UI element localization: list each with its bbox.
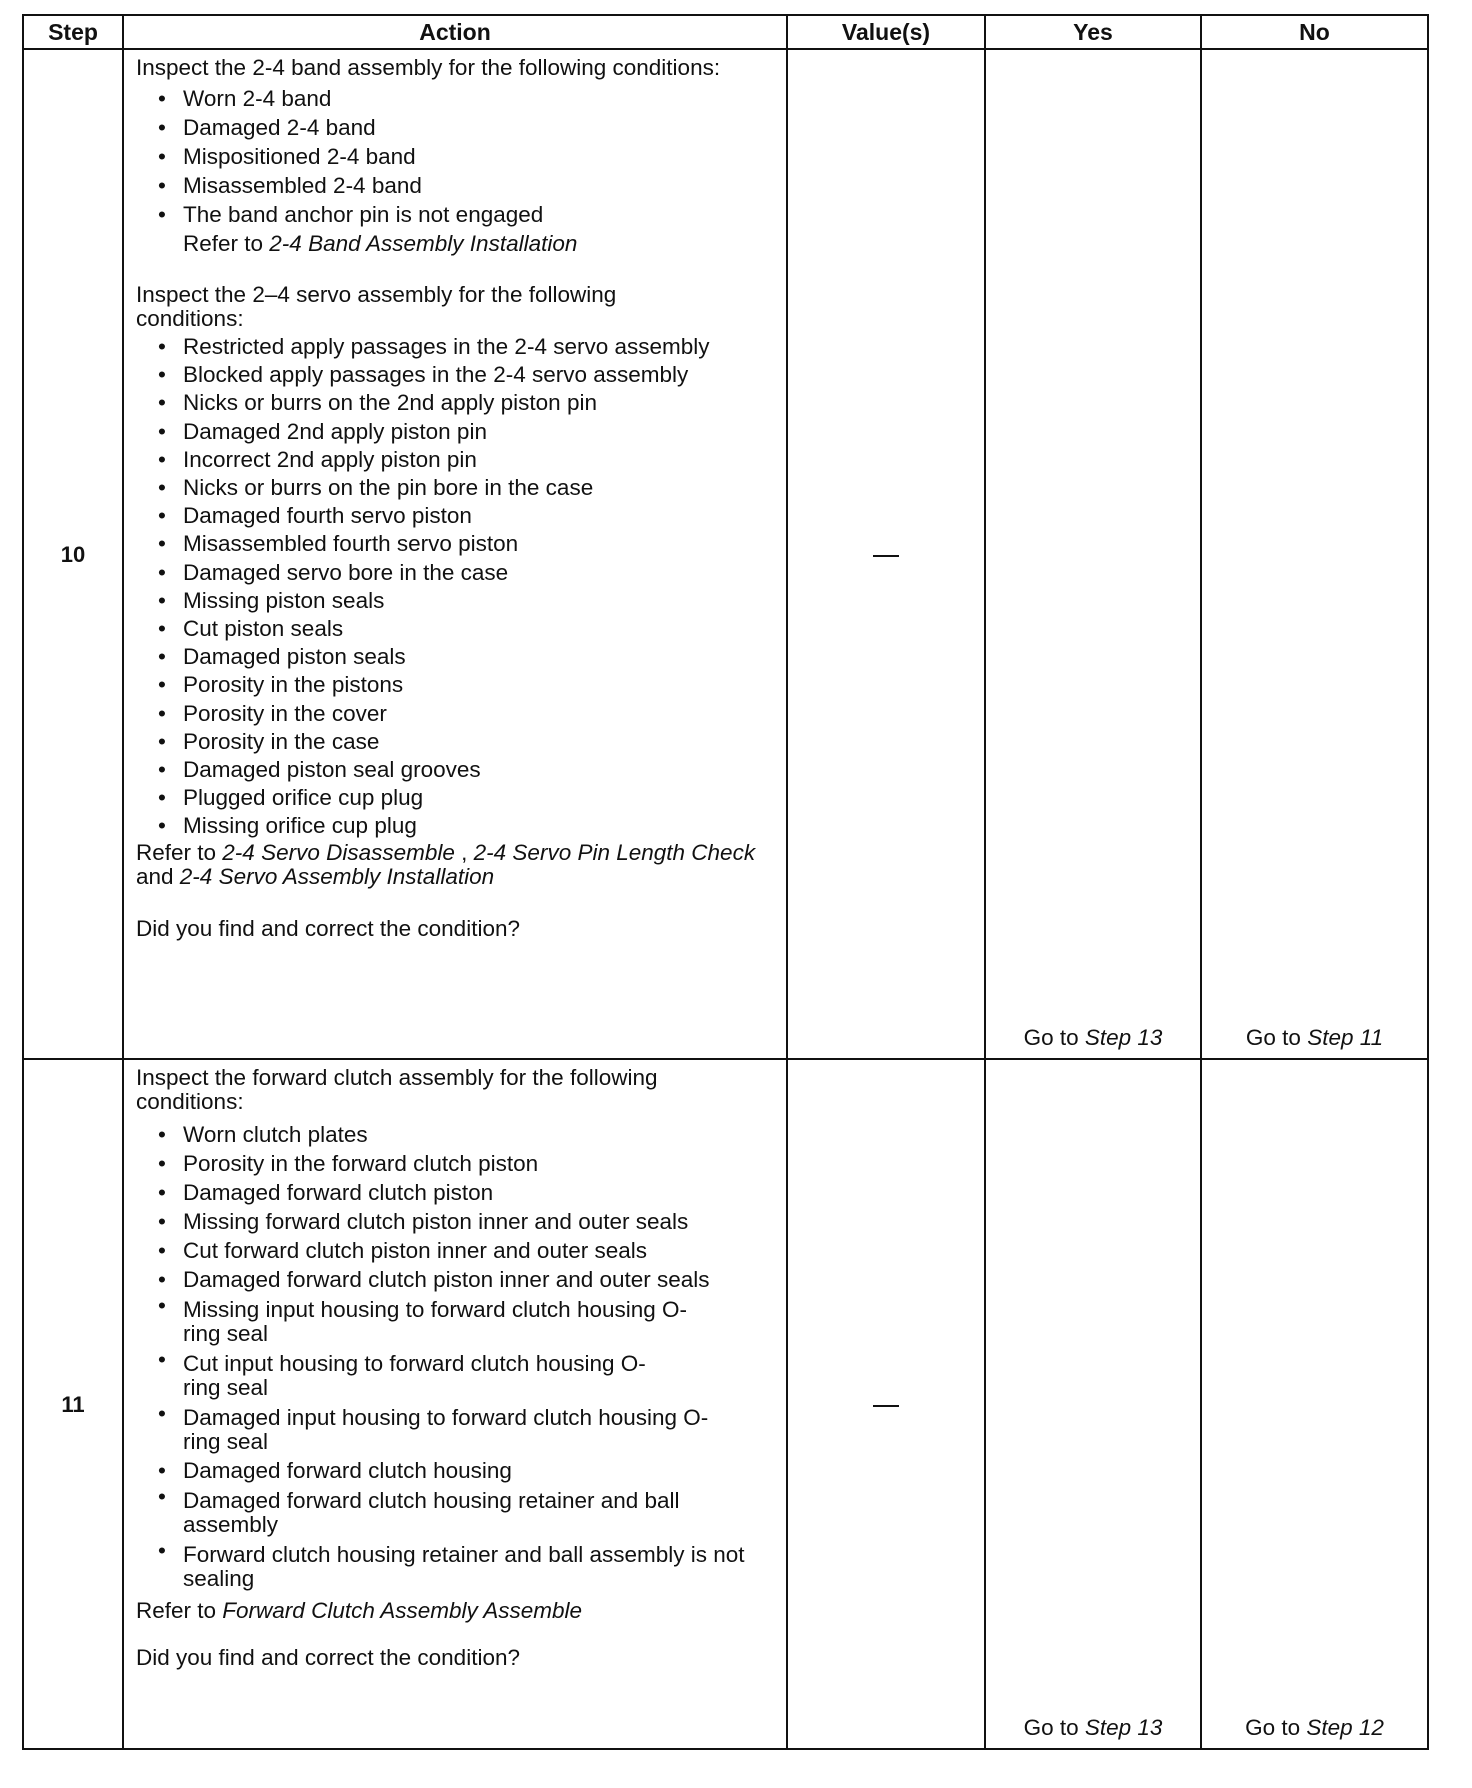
clutch-intro: Inspect the forward clutch assembly for the following conditions:: [136, 1065, 658, 1114]
condition-item: • Missing orifice cup plug: [158, 812, 776, 840]
diagnostic-table: [22, 14, 1429, 1750]
condition-item: • Blocked apply passages in the 2-4 servo assembly: [158, 361, 776, 389]
reference-link: 2-4 Servo Pin Length Check: [473, 839, 756, 865]
condition-item: • Porosity in the cover: [158, 700, 776, 728]
yes-cell: Go to Step 13: [985, 1059, 1201, 1749]
condition-item: • Restricted apply passages in the 2-4 servo assembly: [158, 333, 776, 361]
condition-item: • Porosity in the forward clutch piston: [158, 1149, 776, 1178]
no-cell: Go to Step 12: [1201, 1059, 1428, 1749]
condition-item: • Nicks or burrs on the 2nd apply piston pin: [158, 389, 776, 417]
value-dash: [873, 1405, 899, 1407]
condition-item: • Cut piston seals: [158, 615, 776, 643]
servo-conditions-list: [136, 333, 776, 841]
condition-item: • Incorrect 2nd apply piston pin: [158, 446, 776, 474]
condition-item: • Cut input housing to forward clutch housing O-ring seal: [158, 1348, 663, 1402]
condition-item: • Missing forward clutch piston inner and outer seals: [158, 1207, 776, 1236]
condition-item: • Damaged piston seal grooves: [158, 756, 776, 784]
reference-link: 2-4 Servo Assembly Installation: [179, 863, 495, 889]
condition-item: • Damaged 2-4 band: [158, 113, 776, 142]
question-text: Did you find and correct the condition?: [136, 915, 520, 941]
condition-item: • The band anchor pin is not engaged: [158, 200, 776, 229]
step-10-row: [23, 49, 1428, 1059]
value-cell: [787, 49, 985, 1059]
condition-item: • Mispositioned 2-4 band: [158, 142, 776, 171]
band-conditions-list: [136, 84, 776, 229]
yes-cell: Go to Step 13: [985, 49, 1201, 1059]
clutch-conditions-list: [136, 1120, 776, 1593]
header-yes: Yes: [985, 15, 1201, 49]
no-cell: Go to Step 11: [1201, 49, 1428, 1059]
yes-step-link: Step 13: [1084, 1715, 1163, 1740]
condition-item: • Worn 2-4 band: [158, 84, 776, 113]
condition-item: • Damaged forward clutch housing retainer and ball assembly: [158, 1485, 743, 1539]
reference-link: 2-4 Band Assembly Installation: [269, 231, 578, 256]
step-11-row: [23, 1059, 1428, 1749]
servo-intro: Inspect the 2–4 servo assembly for the following conditions:: [136, 282, 617, 331]
yes-step-link: Step 13: [1084, 1025, 1163, 1050]
header-values: Value(s): [787, 15, 985, 49]
condition-item: • Misassembled fourth servo piston: [158, 530, 776, 558]
condition-item: • Nicks or burrs on the pin bore in the case: [158, 474, 776, 502]
header-row: [23, 15, 1428, 49]
condition-item: • Plugged orifice cup plug: [158, 784, 776, 812]
action-cell: [123, 49, 787, 1059]
value-dash: [873, 555, 899, 557]
condition-item: • Missing piston seals: [158, 587, 776, 615]
band-intro: Inspect the 2-4 band assembly for the following conditions:: [136, 55, 721, 80]
band-reference: Refer to 2-4 Band Assembly Installation: [183, 231, 578, 256]
clutch-reference: Refer to Forward Clutch Assembly Assemble: [136, 1598, 582, 1623]
condition-item: • Damaged 2nd apply piston pin: [158, 418, 776, 446]
header-no: No: [1201, 15, 1428, 49]
condition-item: • Damaged forward clutch piston inner and outer seals: [158, 1265, 776, 1294]
condition-item: • Worn clutch plates: [158, 1120, 776, 1149]
step-number: 10: [23, 49, 123, 1059]
condition-item: • Damaged piston seals: [158, 643, 776, 671]
value-cell: [787, 1059, 985, 1749]
header-step: Step: [23, 15, 123, 49]
header-action: Action: [123, 15, 787, 49]
condition-item: • Porosity in the case: [158, 728, 776, 756]
no-step-link: Step 11: [1307, 1025, 1384, 1050]
condition-item: • Cut forward clutch piston inner and outer seals: [158, 1236, 776, 1265]
condition-item: • Damaged forward clutch housing: [158, 1456, 776, 1485]
servo-reference: Refer to 2-4 Servo Disassemble , 2-4 Servo Pin Length Check and 2-4 Servo Assembly Installation: [136, 839, 756, 889]
condition-item: • Missing input housing to forward clutch housing O-ring seal: [158, 1294, 703, 1348]
no-step-link: Step 12: [1306, 1715, 1384, 1740]
condition-item: • Damaged servo bore in the case: [158, 559, 776, 587]
condition-item: • Damaged forward clutch piston: [158, 1178, 776, 1207]
condition-item: • Misassembled 2-4 band: [158, 171, 776, 200]
action-cell: [123, 1059, 787, 1749]
condition-item: • Porosity in the pistons: [158, 671, 776, 699]
reference-link: Forward Clutch Assembly Assemble: [222, 1598, 582, 1623]
reference-link: 2-4 Servo Disassemble: [222, 839, 455, 865]
step-number: 11: [23, 1059, 123, 1749]
condition-item: • Damaged input housing to forward clutch housing O-ring seal: [158, 1402, 723, 1456]
condition-item: • Damaged fourth servo piston: [158, 502, 776, 530]
condition-item: • Forward clutch housing retainer and ball assembly is not sealing: [158, 1539, 763, 1593]
question-text: Did you find and correct the condition?: [136, 1645, 520, 1670]
